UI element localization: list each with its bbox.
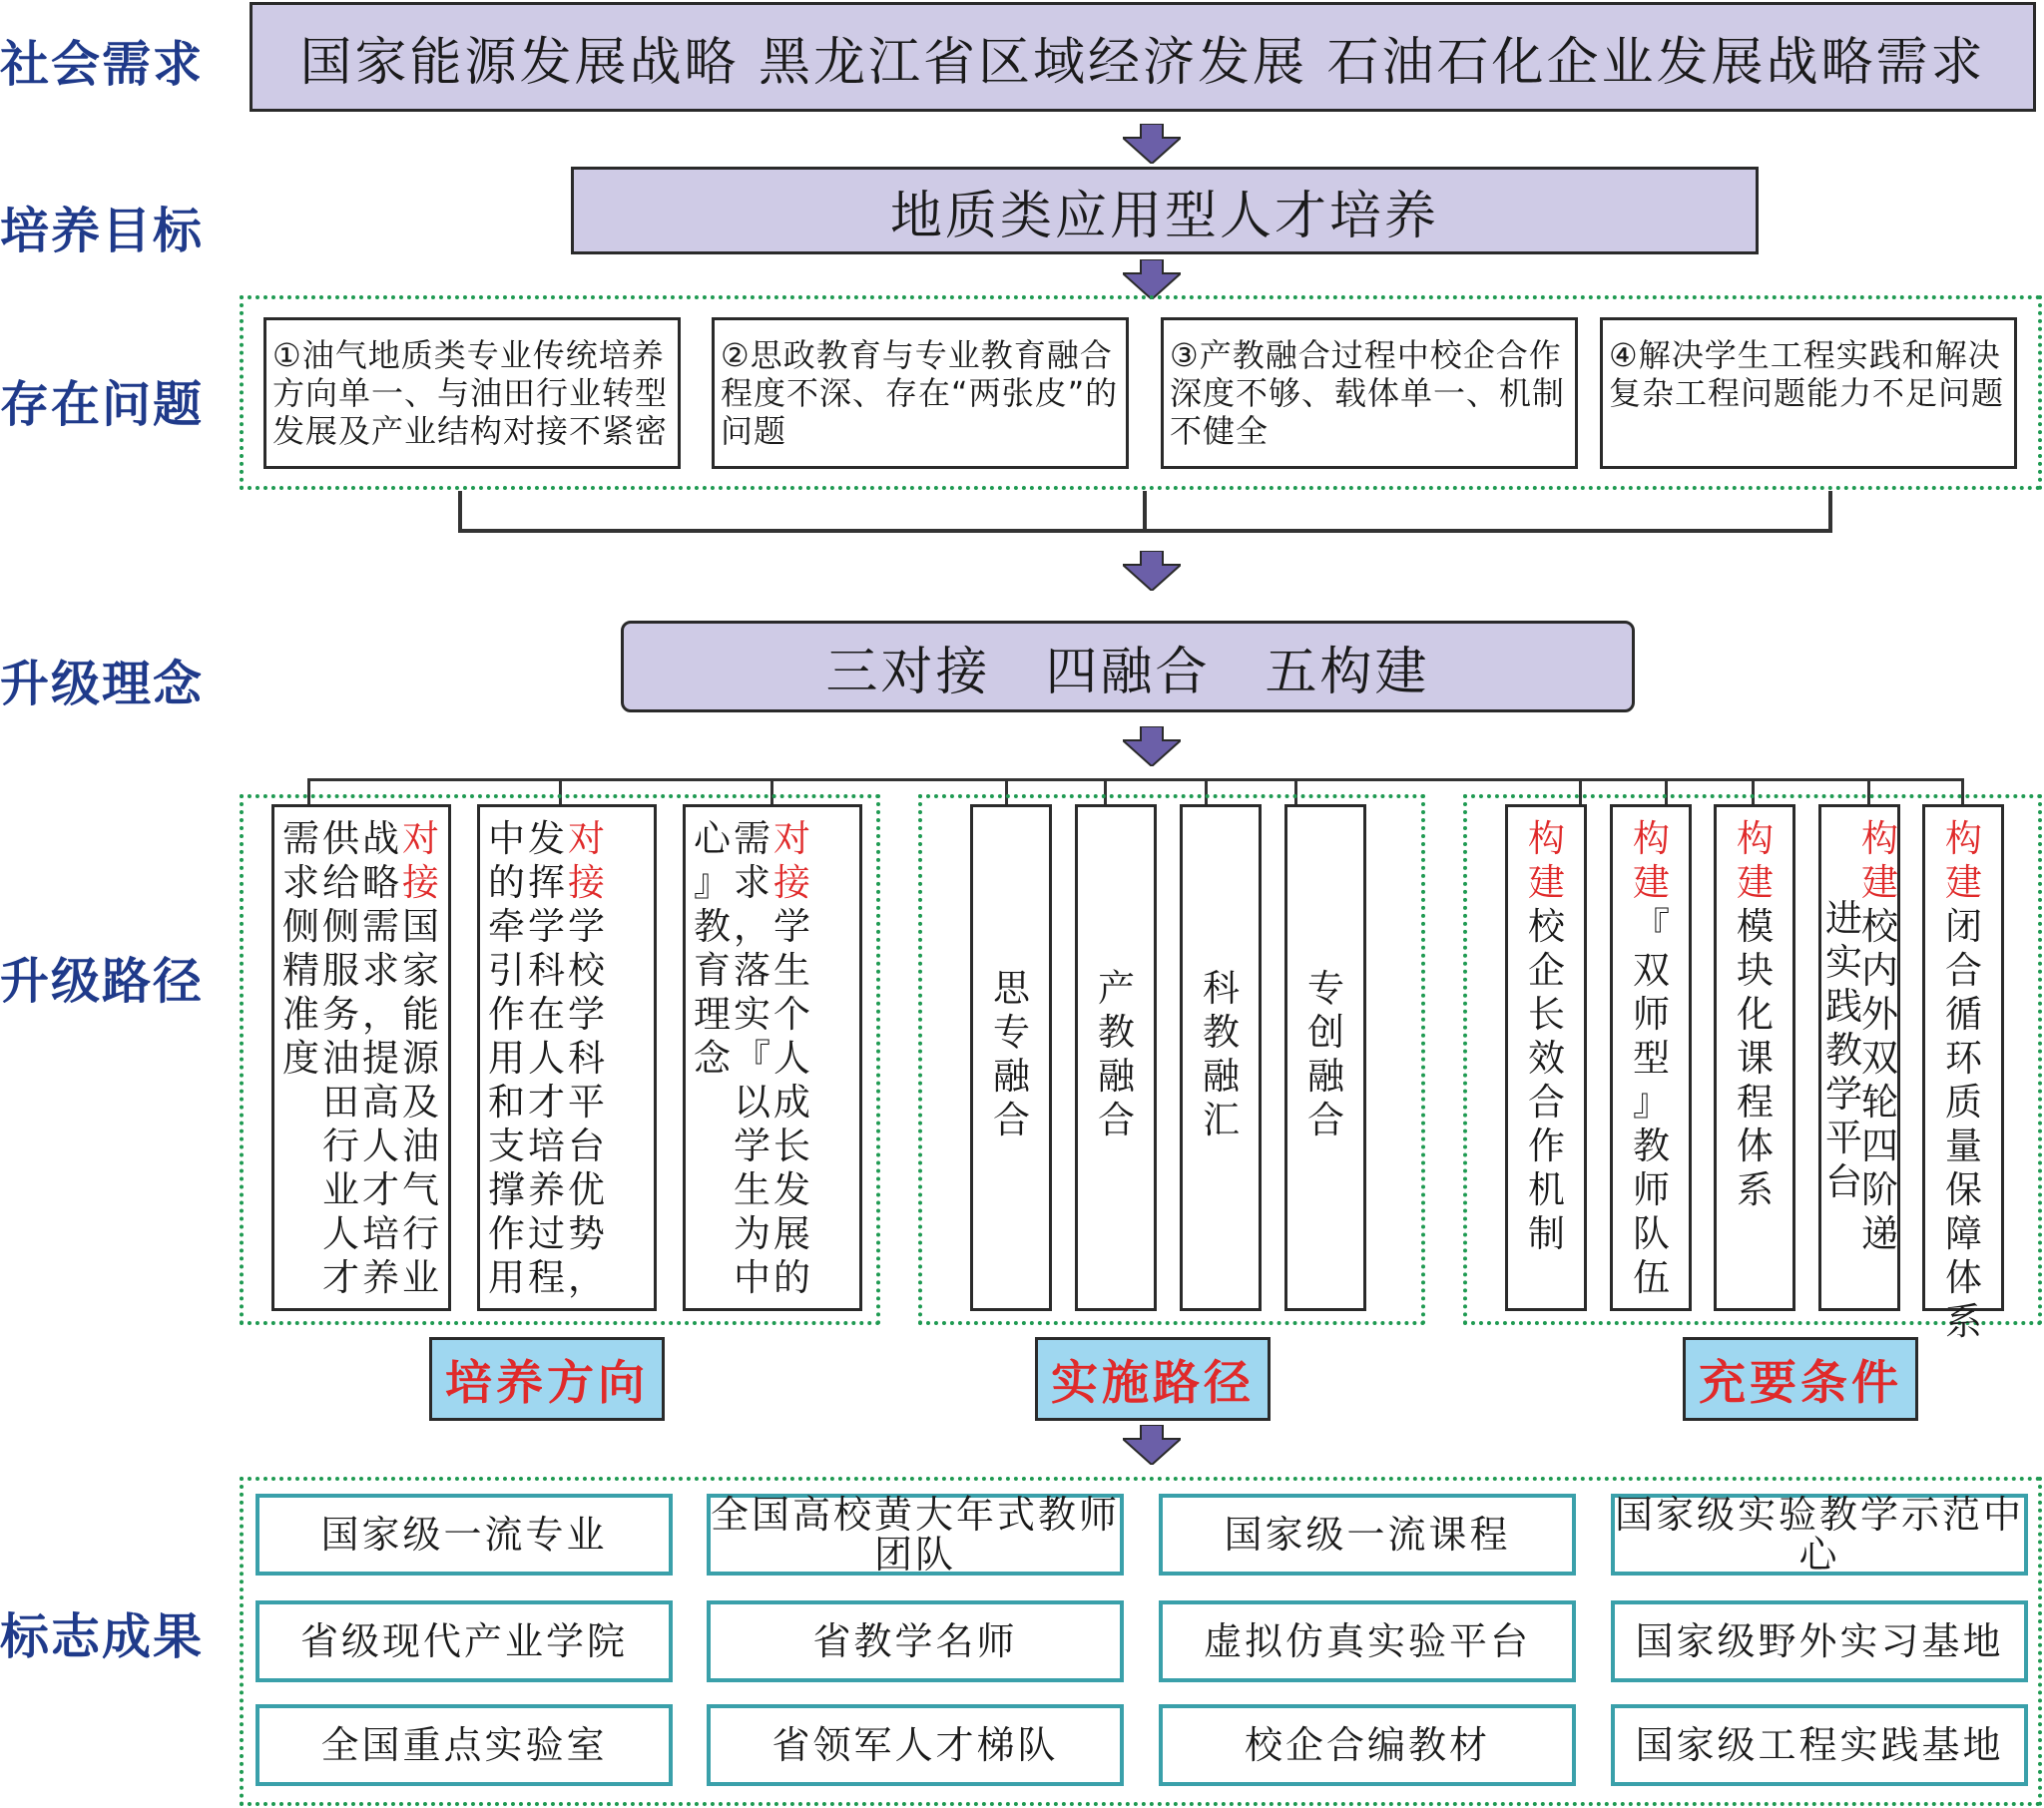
connector-line <box>1828 491 1832 533</box>
implement-card <box>1284 804 1366 1311</box>
tag-implement: 实施路径 <box>1035 1337 1271 1421</box>
vertical-text-column: 构 建 校 企 长 效 合 作 机 制 <box>1528 817 1565 1255</box>
condition-card <box>1818 804 1900 1311</box>
achievement-item: 国家级实验教学示范中心 <box>1611 1494 2028 1576</box>
achievement-item: 全国高校黄大年式教师团队 <box>707 1494 1124 1576</box>
condition-card <box>1922 804 2004 1343</box>
vertical-text-column: 构 建 校 内 外 双 轮 四 阶 递 <box>1861 817 1898 1255</box>
training-goal-box: 地质类应用型人才培养 <box>571 167 1759 254</box>
implement-card <box>1180 804 1262 1311</box>
concept-box: 三对接 四融合 五构建 <box>621 621 1635 712</box>
label-path: 升级路径 <box>0 953 205 1010</box>
vertical-text-column: 需 求 侧 精 准 度 <box>282 817 319 1080</box>
direction-card <box>271 804 451 1311</box>
problem-card: ②思政教育与专业教育融合程度不深、存在“两张皮”的问题 <box>712 317 1129 469</box>
problem-card: ③产教融合过程中校企合作深度不够、载体单一、机制不健全 <box>1161 317 1578 469</box>
vertical-text-column: 需 求 ， 落 实 『 以 学 生 为 中 <box>734 817 770 1299</box>
down-arrow-icon <box>1123 726 1181 766</box>
problem-card: ④解决学生工程实践和解决复杂工程问题能力不足问题 <box>1600 317 2017 469</box>
connector-line <box>1143 491 1147 533</box>
connector-line <box>458 529 1832 533</box>
achievement-item: 校企合编教材 <box>1159 1704 1576 1786</box>
society-needs-box: 国家能源发展战略 黑龙江省区域经济发展 石油石化企业发展战略需求 <box>250 2 2036 112</box>
vertical-text-column: 供 给 侧 服 务 油 田 行 业 人 才 <box>322 817 359 1299</box>
vertical-text-column: 构 建 闭 合 循 环 质 量 保 障 体 系 <box>1945 817 1982 1343</box>
down-arrow-icon <box>1123 259 1181 299</box>
vertical-text-column: 对 接 学 校 学 科 平 台 优 势 ， <box>568 817 605 1299</box>
vertical-text-column: 构 建 模 块 化 课 程 体 系 <box>1737 817 1774 1211</box>
achievement-item: 国家级一流专业 <box>256 1494 673 1576</box>
achievement-item: 全国重点实验室 <box>256 1704 673 1786</box>
achievement-item: 省领军人才梯队 <box>707 1704 1124 1786</box>
down-arrow-icon <box>1123 551 1181 591</box>
achievement-item: 虚拟仿真实验平台 <box>1159 1600 1576 1682</box>
tag-conditions: 充要条件 <box>1683 1337 1918 1421</box>
connector-line <box>307 778 1964 781</box>
vertical-text-column: 进 实 践 教 学 平 台 <box>1825 897 1862 1203</box>
condition-card <box>1505 804 1587 1311</box>
vertical-text-column: 专 创 融 合 <box>1307 967 1344 1141</box>
vertical-text-column: 产 教 融 合 <box>1098 967 1135 1141</box>
achievement-item: 国家级野外实习基地 <box>1611 1600 2028 1682</box>
vertical-text-column: 对 接 学 生 个 人 成 长 发 展 的 <box>773 817 810 1299</box>
condition-card <box>1714 804 1795 1311</box>
down-arrow-icon <box>1123 124 1181 164</box>
implement-card <box>1075 804 1157 1311</box>
down-arrow-icon <box>1123 1425 1181 1465</box>
achievement-item: 国家级一流课程 <box>1159 1494 1576 1576</box>
vertical-text-column: 构 建 『 双 师 型 』 教 师 队 伍 <box>1633 817 1670 1299</box>
label-problems: 存在问题 <box>0 376 205 433</box>
label-results: 标志成果 <box>0 1608 205 1665</box>
achievement-item: 省教学名师 <box>707 1600 1124 1682</box>
vertical-text-column: 发 挥 学 科 在 人 才 培 养 过 程 <box>528 817 565 1299</box>
label-concept: 升级理念 <box>0 656 205 712</box>
vertical-text-column: 心 』 教 育 理 念 <box>694 817 731 1080</box>
problem-card: ①油气地质类专业传统培养方向单一、与油田行业转型发展及产业结构对接不紧密 <box>263 317 681 469</box>
achievement-item: 国家级工程实践基地 <box>1611 1704 2028 1786</box>
label-society: 社会需求 <box>0 36 205 93</box>
vertical-text-column: 中 的 牵 引 作 用 和 支 撑 作 用 <box>488 817 525 1299</box>
vertical-text-column: 战 略 需 求 ， 提 高 人 才 培 养 <box>362 817 399 1299</box>
vertical-text-column: 思 专 融 合 <box>993 967 1030 1141</box>
tag-direction: 培养方向 <box>429 1337 665 1421</box>
label-target: 培养目标 <box>0 203 205 259</box>
condition-card <box>1610 804 1692 1311</box>
implement-card <box>970 804 1052 1311</box>
connector-line <box>458 491 462 533</box>
direction-card <box>477 804 657 1311</box>
direction-card <box>683 804 862 1311</box>
achievement-item: 省级现代产业学院 <box>256 1600 673 1682</box>
vertical-text-column: 科 教 融 汇 <box>1203 967 1240 1141</box>
vertical-text-column: 对 接 国 家 能 源 及 油 气 行 业 <box>402 817 439 1299</box>
